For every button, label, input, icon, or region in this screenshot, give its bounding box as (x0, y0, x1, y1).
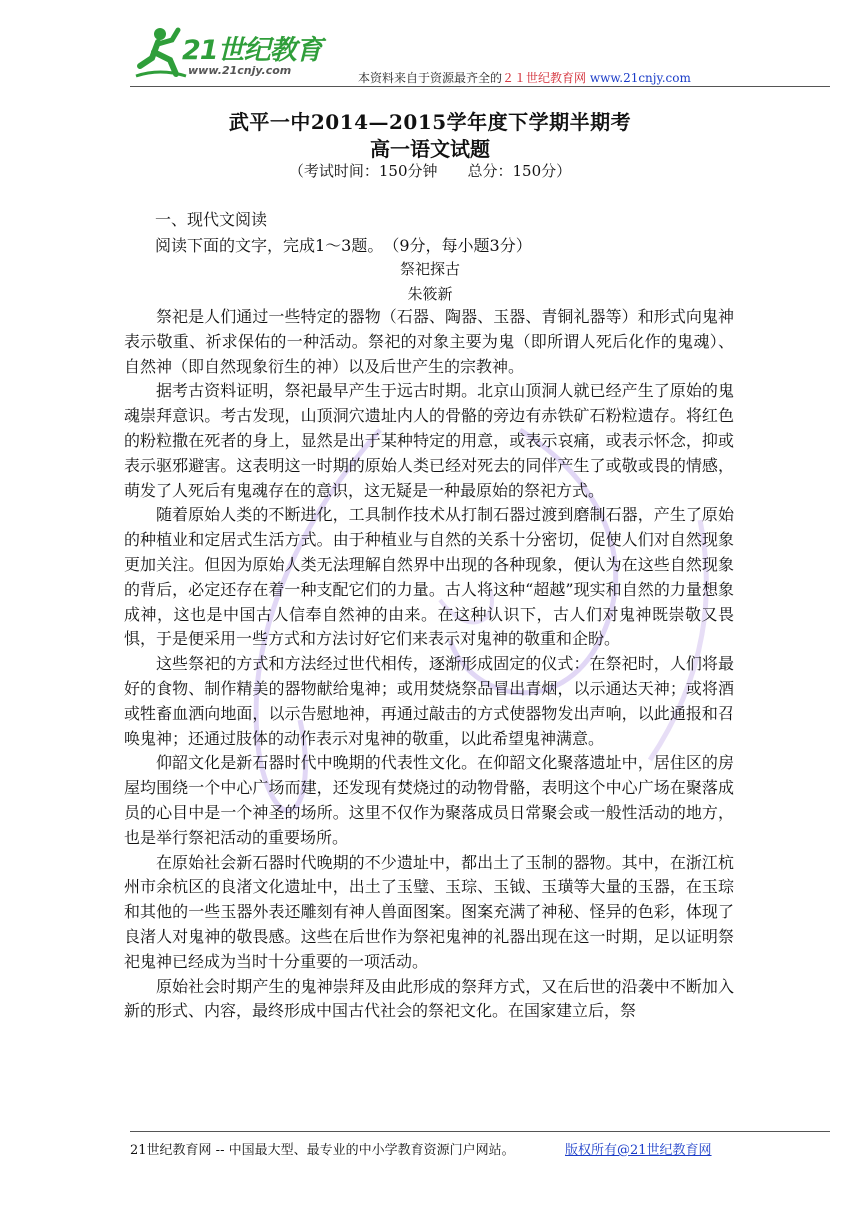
article-paragraph: 祭祀是人们通过一些特定的器物（石器、陶器、玉器、青铜礼器等）和形式向鬼神表示敬重、祈求保佑的一种活动。祭祀的对象主要为鬼（即所谓人死后化作的鬼魂）、自然神（即自然现象衍生的神）以及后世产生的宗教神。 (124, 307, 734, 376)
copyright-link[interactable]: 版权所有@21世纪教育网 (565, 1143, 712, 1158)
exam-subtitle: 高一语文试题 (370, 137, 490, 161)
header-note-site[interactable]: ２１世纪教育网 (502, 71, 587, 85)
article-paragraph: 随着原始人类的不断进化，工具制作技术从打制石器过渡到磨制石器，产生了原始的种植业和定居式生活方式。由于种植业与自然的关系十分密切，促使人们对自然现象更加关注。但因为原始人类无法理解自然界中出现的各种现象，便认为在这些自然现象的背后，必定还存在着一种支配它们的力量。古人将这种“超越”现实和自然的力量想象成神，这也是中国古人信奉自然神的由来。在这种认识下，古人们对鬼神既崇敬又畏惧，于是便采用一些方式和方法讨好它们来表示对鬼神的敬重和企盼。 (124, 505, 734, 649)
exam-meta: （考试时间：150分钟 总分：150分） (288, 162, 572, 180)
header-note-prefix: 本资料来自于资源最齐全的 (358, 71, 503, 85)
header-note-url[interactable]: www.21cnjy.com (589, 71, 691, 85)
logo-url: www.21cnjy.com (188, 64, 292, 77)
article-title: 祭祀探古 (399, 260, 460, 278)
running-figure-icon (130, 22, 190, 82)
header-note (358, 69, 691, 86)
article-paragraph: 在原始社会新石器时代晚期的不少遗址中，都出土了玉制的器物。其中，在浙江杭州市余杭区的良渚文化遗址中，出土了玉璧、玉琮、玉钺、玉璜等大量的玉器，在玉琮和其他的一些玉器外表还雕刻有神人兽面图案。图案充满了神秘、怪异的色彩，体现了良渚人对鬼神的敬畏感。这些在后世作为祭祀鬼神的礼器出现在这一时期，足以证明祭祀鬼神已经成为当时十分重要的一项活动。 (124, 852, 734, 971)
article-paragraph: 原始社会时期产生的鬼神崇拜及由此形成的祭拜方式，又在后世的沿袭中不断加入新的形式、内容，最终形成中国古代社会的祭祀文化。在国家建立后，祭 (124, 976, 734, 1021)
exam-title: 武平一中2014—2015学年度下学期半期考 (228, 110, 632, 134)
article-paragraph: 这些祭祀的方式和方法经过世代相传，逐渐形成固定的仪式：在祭祀时，人们将最好的食物、制作精美的器物献给鬼神；或用焚烧祭品冒出青烟，以示通达天神；或将酒或牲畜血洒向地面，以示告慰地神，再通过敲击的方式使器物发出声响，以此通报和召唤鬼神；还通过肢体的动作表示对鬼神的敬重，以此希望鬼神满意。 (124, 654, 734, 748)
footer-divider (130, 1131, 830, 1132)
logo-text: 21世纪教育 (182, 35, 322, 66)
reading-instruction: 阅读下面的文字，完成1～3题。 （9分，每小题3分） (155, 236, 532, 255)
article-paragraph: 仰韶文化是新石器时代中晚期的代表性文化。在仰韶文化聚落遗址中，居住区的房屋均围绕一个中心广场而建，还发现有焚烧过的动物骨骼，表明这个中心广场在聚落成员的心目中是一个神圣的场所。这里不仅作为聚落成员日常聚会或一般性活动的地方，也是举行祭祀活动的重要场所。 (124, 753, 734, 847)
header-divider (130, 86, 830, 87)
section-heading: 一、现代文阅读 (155, 210, 268, 229)
article-author: 朱筱新 (407, 285, 453, 303)
site-logo[interactable] (130, 22, 330, 82)
article-body (124, 305, 734, 1024)
article-paragraph: 据考古资料证明，祭祀最早产生于远古时期。北京山顶洞人就已经产生了原始的鬼魂崇拜意识。考古发现，山顶洞穴遗址内人的骨骼的旁边有赤铁矿石粉粒遗存。将红色的粉粒撒在死者的身上，显然是出于某种特定的用意，或表示哀痛，或表示怀念，抑或表示驱邪避害。这表明这一时期的原始人类已经对死去的同伴产生了或敬或畏的情感，萌发了人死后有鬼魂存在的意识，这无疑是一种最原始的祭祀方式。 (124, 381, 734, 500)
footer-text: 21世纪教育网 -- 中国最大型、最专业的中小学教育资源门户网站。 (130, 1143, 515, 1158)
